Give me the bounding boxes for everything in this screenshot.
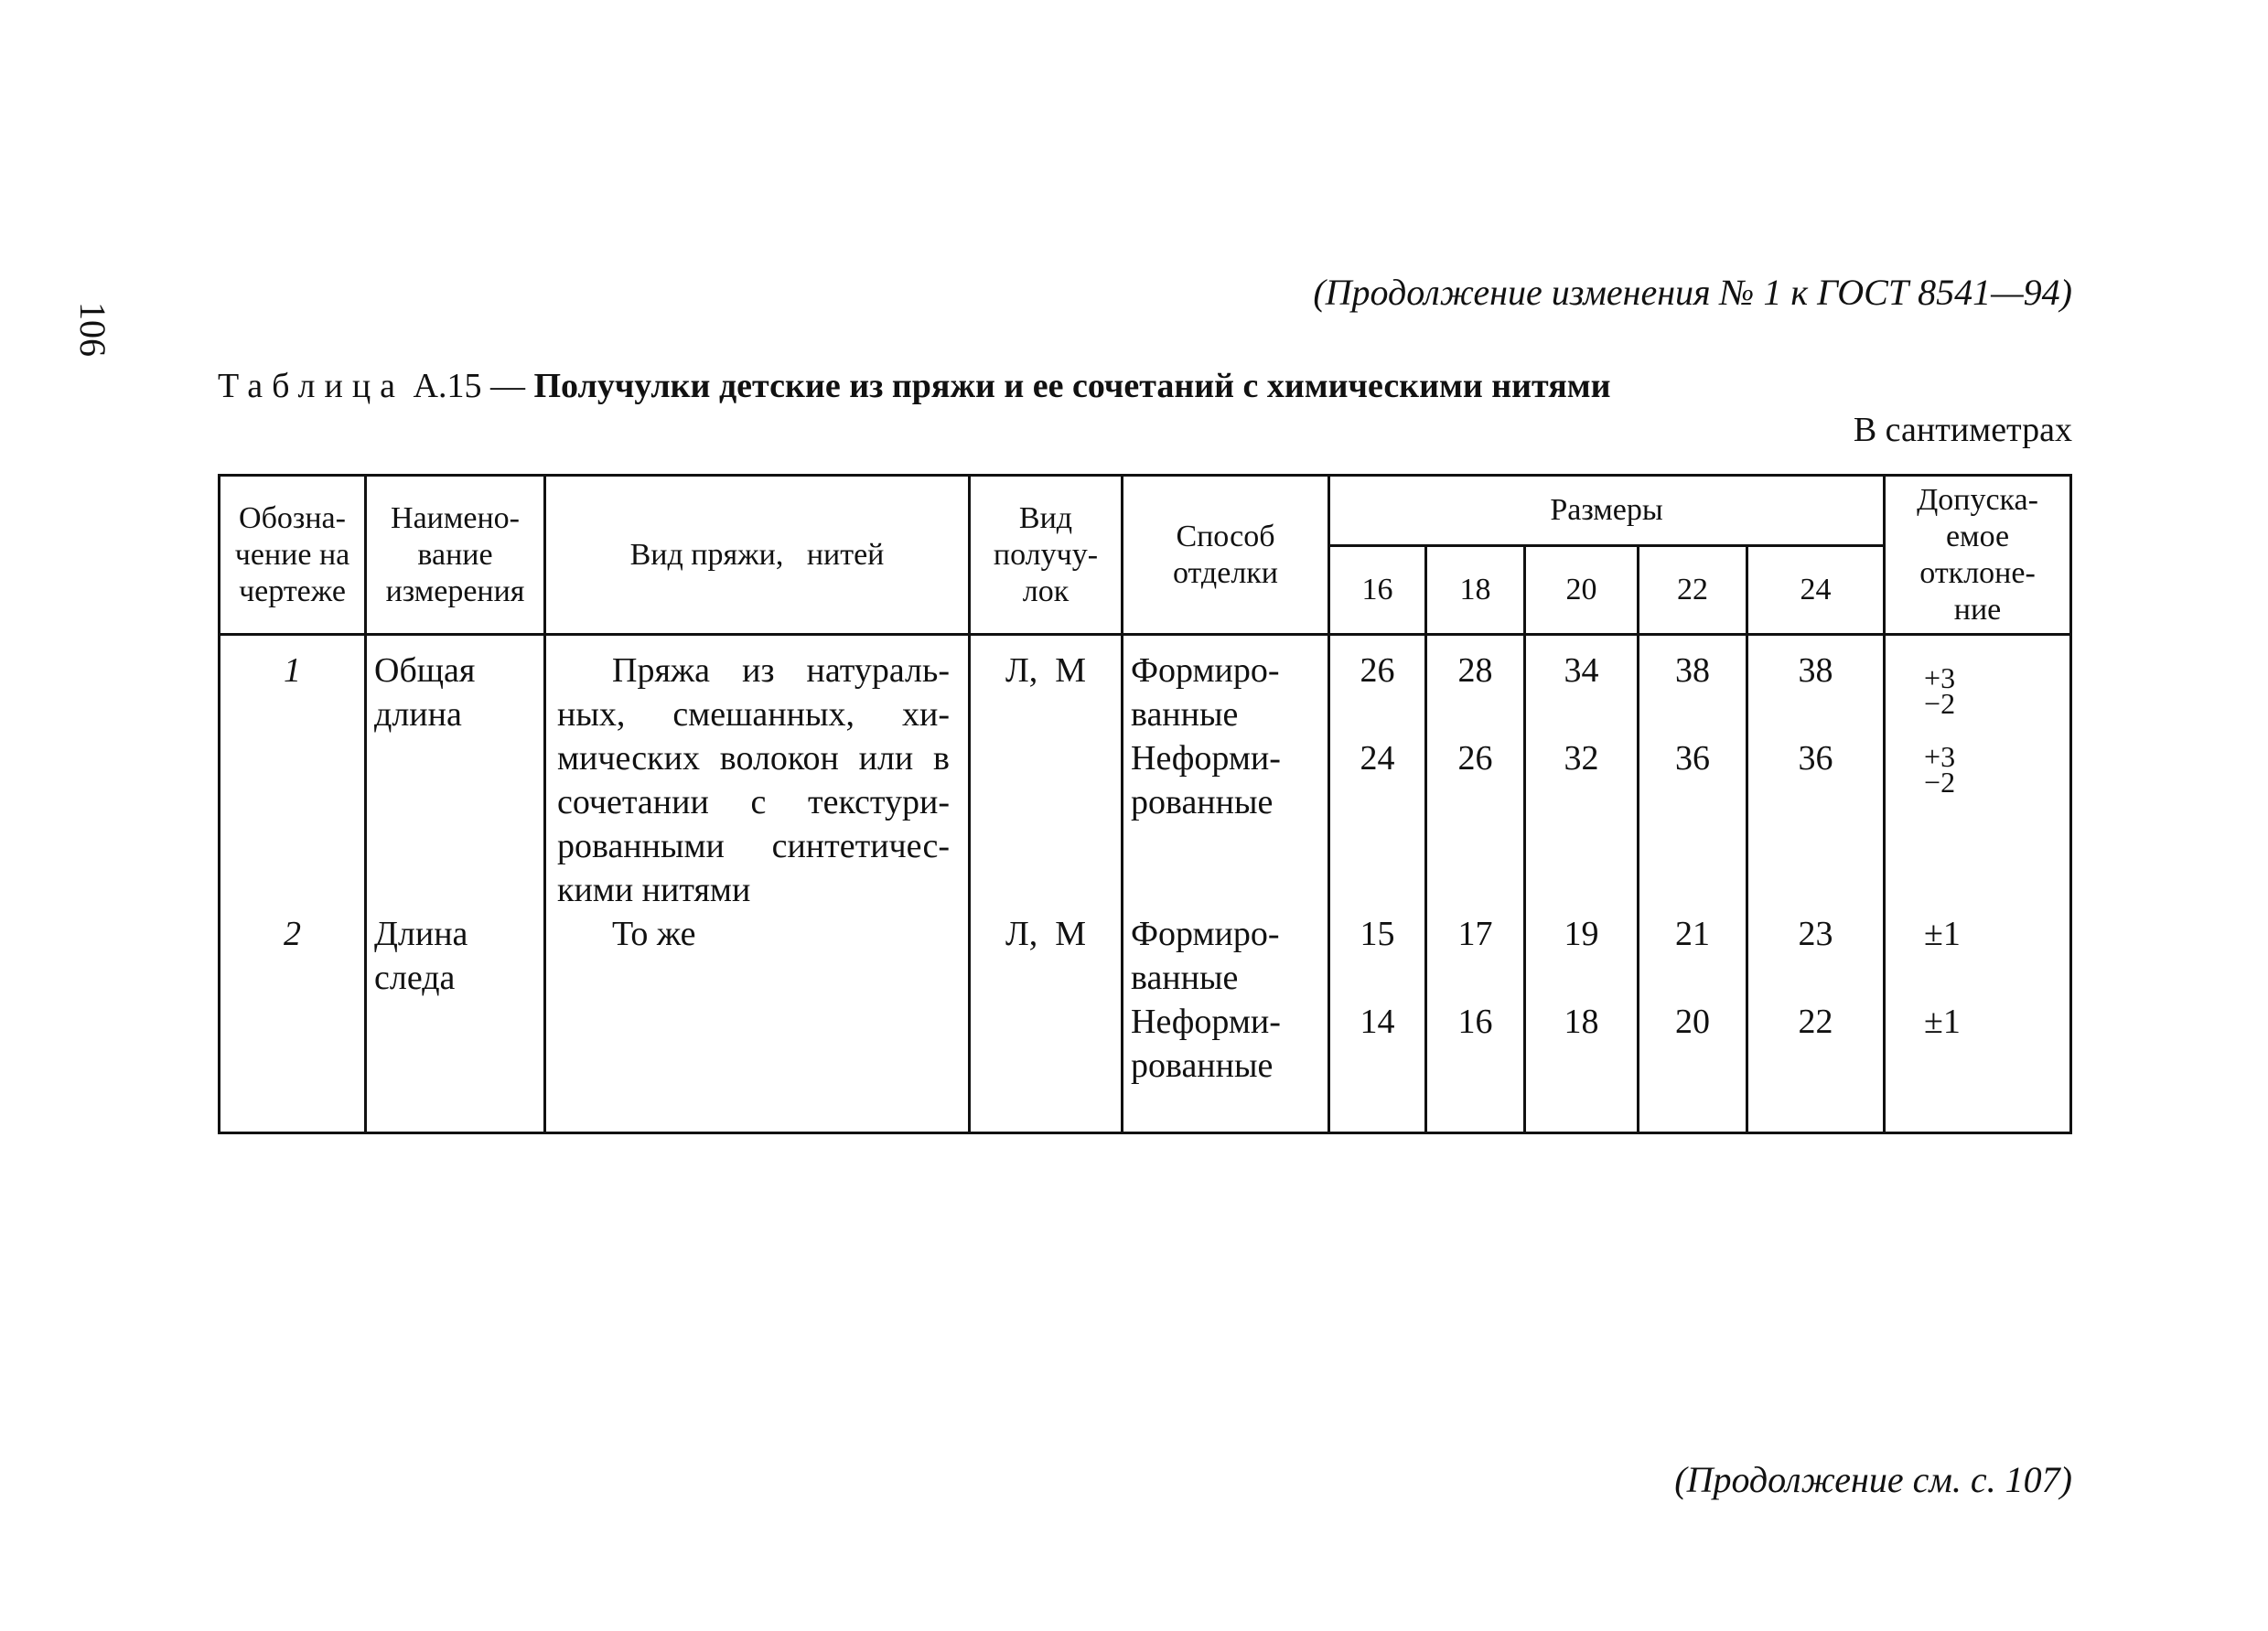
footer-note: (Продолжение см. с. 107) xyxy=(1674,1459,2072,1500)
size-values: 19 18 xyxy=(1525,912,1639,1133)
row-finishing xyxy=(1123,912,1329,1133)
size-values: 26 24 xyxy=(1329,635,1426,913)
row-designation: 2 xyxy=(220,912,366,1133)
table-caption xyxy=(218,366,1611,406)
size-table xyxy=(218,474,2072,1134)
row-tolerance xyxy=(1885,635,2071,913)
table-row xyxy=(220,912,2071,1133)
header-measurement-name: Наимено- вание измерения xyxy=(366,476,545,635)
header-yarn-type: Вид пряжи, нитей xyxy=(545,476,970,635)
size-values: 38 36 xyxy=(1639,635,1747,913)
size-values: 21 20 xyxy=(1639,912,1747,1133)
header-tolerance: Допуска- емое отклоне- ние xyxy=(1885,476,2071,635)
size-values: 28 26 xyxy=(1426,635,1525,913)
header-sock-type: Вид получу- лок xyxy=(970,476,1123,635)
header-size: 24 xyxy=(1747,546,1885,635)
finishing-unformed: Неформи- рованные xyxy=(1131,739,1281,821)
finishing-formed: Формиро- ванные xyxy=(1131,651,1280,734)
units-note: В сантиметрах xyxy=(1853,411,2072,449)
row-yarn-type: То же xyxy=(545,912,970,1133)
caption-title: Получулки детские из пряжи и ее сочетаний с химическими нитями xyxy=(533,367,1611,405)
row-designation: 1 xyxy=(220,635,366,913)
row-finishing xyxy=(1123,635,1329,913)
header-finishing: Способ отделки xyxy=(1123,476,1329,635)
caption-number: А.15 — xyxy=(413,367,525,405)
row-sock-type: Л, М xyxy=(970,912,1123,1133)
size-values: 34 32 xyxy=(1525,635,1639,913)
continuation-header: (Продолжение изменения № 1 к ГОСТ 8541—94) xyxy=(1313,272,2072,313)
caption-prefix: Таблица xyxy=(218,367,405,405)
header-size: 22 xyxy=(1639,546,1747,635)
header-size: 18 xyxy=(1426,546,1525,635)
finishing-formed: Формиро- ванные xyxy=(1131,915,1280,997)
size-values: 17 16 xyxy=(1426,912,1525,1133)
table-row xyxy=(220,635,2071,913)
header-size: 20 xyxy=(1525,546,1639,635)
tolerance-range: +3 −2 xyxy=(1924,661,1956,720)
tolerance-value: ±1 xyxy=(1924,915,1961,953)
size-values: 15 14 xyxy=(1329,912,1426,1133)
tolerance-value: ±1 xyxy=(1924,1003,1961,1041)
header-sizes-group: Размеры xyxy=(1329,476,1885,546)
page-number: 106 xyxy=(72,302,113,357)
size-values: 38 36 xyxy=(1747,635,1885,913)
finishing-unformed: Неформи- рованные xyxy=(1131,1003,1281,1085)
row-measurement-name: Длина следа xyxy=(366,912,545,1133)
tolerance-range: +3 −2 xyxy=(1924,740,1956,799)
header-size: 16 xyxy=(1329,546,1426,635)
header-designation: Обозна- чение на чертеже xyxy=(220,476,366,635)
row-measurement-name: Общая длина xyxy=(366,635,545,913)
size-values: 23 22 xyxy=(1747,912,1885,1133)
row-tolerance xyxy=(1885,912,2071,1133)
row-sock-type: Л, М xyxy=(970,635,1123,913)
row-yarn-type: Пряжа из натураль-ных, смешанных, хи-мических волокон или в сочетании с текстури-рованными синтетичес-кими нитями xyxy=(545,635,970,913)
